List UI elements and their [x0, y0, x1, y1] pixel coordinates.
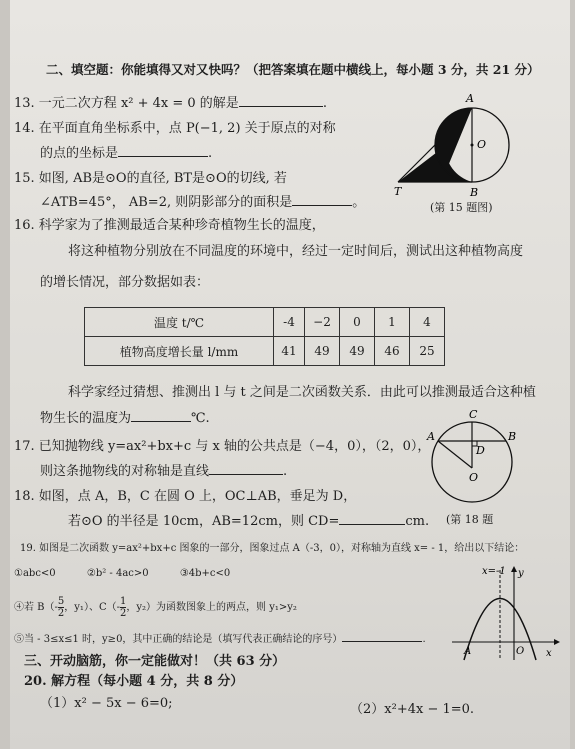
label-x: x [546, 648, 552, 659]
option-3: ③4b+c<0 [179, 568, 231, 579]
fraction-five-halves: $\frac{5}{2}$ [57, 596, 65, 619]
table-cell: −2 [305, 308, 340, 337]
label-a: A [427, 430, 435, 443]
growth-table [84, 307, 445, 366]
x-axis-arrow [554, 639, 560, 645]
question-19-option-5: ⑤当 - 3≤x≤1 时，y≥0，其中正确的结论是（填写代表正确结论的序号） . [14, 634, 426, 645]
question-15-line1: 15. 如图, AB是⊙O的直径, BT是⊙O的切线, 若 [14, 171, 287, 186]
question-20-part-1: （1）x² − 5x − 6=0; [40, 696, 173, 711]
table-cell: 25 [410, 337, 445, 366]
section-heading: 二、填空题：你能填得又对又快吗？（把答案填在题中横线上，每小题 3 分，共 21 分） [46, 62, 540, 77]
question-18-line2: 若⊙O 的半径是 10cm，AB=12cm，则 CD= cm. [68, 514, 430, 529]
question-16-line1: 16. 科学家为了推测最适合某种珍奇植物生长的温度， [14, 218, 325, 233]
segment-oa [438, 441, 472, 468]
question-13: 13. 一元二次方程 x² + 4x = 0 的解是 . [14, 96, 327, 111]
label-b: B [508, 430, 517, 443]
question-20-title: 20. 解方程（每小题 4 分，共 8 分） [24, 674, 244, 689]
fraction-one-half: $\frac{1}{2}$ [119, 596, 127, 619]
question-16-line4: 科学家经过猜想、推测出 l 与 t 之间是二次函数关系．由此可以推测最适合这种植 [68, 385, 536, 400]
question-19-options [14, 566, 230, 582]
table-cell: 46 [375, 337, 410, 366]
answer-blank[interactable] [131, 421, 191, 422]
question-19-option-4: ④若 B（- $\frac{5}{2}$ ，y₁）、C（- $\frac{1}{2}$ ，y₂）为函数图象上的两点，则 y₁>y₂ [14, 596, 297, 619]
answer-blank[interactable] [339, 524, 405, 525]
label-o: O [516, 646, 525, 657]
center-point [471, 144, 474, 147]
question-18-line1: 18. 如图，点 A，B，C 在圆 O 上，OC⊥AB，垂足为 D， [14, 489, 357, 504]
question-16-line5: 物生长的温度为 ℃. [40, 411, 210, 426]
answer-blank[interactable] [292, 205, 352, 206]
table-cell: 4 [410, 308, 445, 337]
table-cell: 0 [340, 308, 375, 337]
figure-19 [450, 562, 560, 662]
question-14-line2: 的点的坐标是 . [40, 146, 213, 161]
section-heading: 三、开动脑筋，你一定能做对！（共 63 分） [24, 654, 286, 669]
figure-15 [380, 90, 490, 200]
question-17-line1: 17. 已知抛物线 y=ax²+bx+c 与 x 轴的公共点是（−4，0），（2，0）， [14, 439, 431, 454]
exam-page [10, 0, 570, 749]
table-cell: 49 [340, 337, 375, 366]
answer-blank[interactable] [209, 474, 283, 475]
label-o: O [477, 138, 487, 151]
row-header: 温度 t/℃ [85, 308, 274, 337]
label-c: C [469, 408, 478, 421]
option-1: ①abc<0 [14, 568, 56, 579]
label-t: T [394, 185, 402, 198]
question-15-line2: ∠ATB=45°， AB=2, 则阴影部分的面积是 。 [40, 195, 366, 210]
row-header: 植物高度增长量 l/mm [85, 337, 274, 366]
question-16-line2: 将这种植物分别放在不同温度的环境中，经过一定时间后，测试出这种植物高度 [68, 244, 524, 259]
question-16-line3: 的增长情况，部分数据如表： [40, 275, 210, 290]
table-row [85, 308, 445, 337]
label-d: D [476, 444, 485, 457]
question-text: 13. 一元二次方程 x² + 4x = 0 的解是 [14, 96, 239, 111]
question-19-line1: 19. 如图是二次函数 y=ax²+bx+c 图象的一部分，图象过点 A（-3，0），对称轴为直线 x= - 1，给出以下结论： [20, 543, 525, 554]
label-o: O [469, 471, 479, 484]
figure-18 [422, 410, 522, 510]
figure-15-caption: (第 15 题图) [430, 201, 493, 214]
table-cell: 41 [274, 337, 305, 366]
answer-blank[interactable] [118, 156, 208, 157]
table-cell: 49 [305, 337, 340, 366]
question-17-line2: 则这条抛物线的对称轴是直线 . [40, 464, 288, 479]
table-cell: -4 [274, 308, 305, 337]
figure-18-caption: (第 18 题 [446, 513, 494, 526]
table-row [85, 337, 445, 366]
label-y: y [518, 568, 524, 579]
label-a: A [466, 92, 474, 105]
y-axis-arrow [511, 566, 517, 572]
answer-blank[interactable] [239, 106, 323, 107]
label-b: B [470, 186, 479, 199]
label-a: A [464, 646, 472, 657]
option-2: ②b² - 4ac>0 [86, 568, 149, 579]
question-14-line1: 14. 在平面直角坐标系中，点 P(−1, 2) 关于原点的对称 [14, 121, 336, 136]
table-cell: 1 [375, 308, 410, 337]
question-20-part-2: （2）x²+4x − 1=0. [350, 702, 475, 717]
answer-blank[interactable] [342, 641, 422, 642]
label-axis-of-symmetry: x=-1 [482, 566, 506, 577]
